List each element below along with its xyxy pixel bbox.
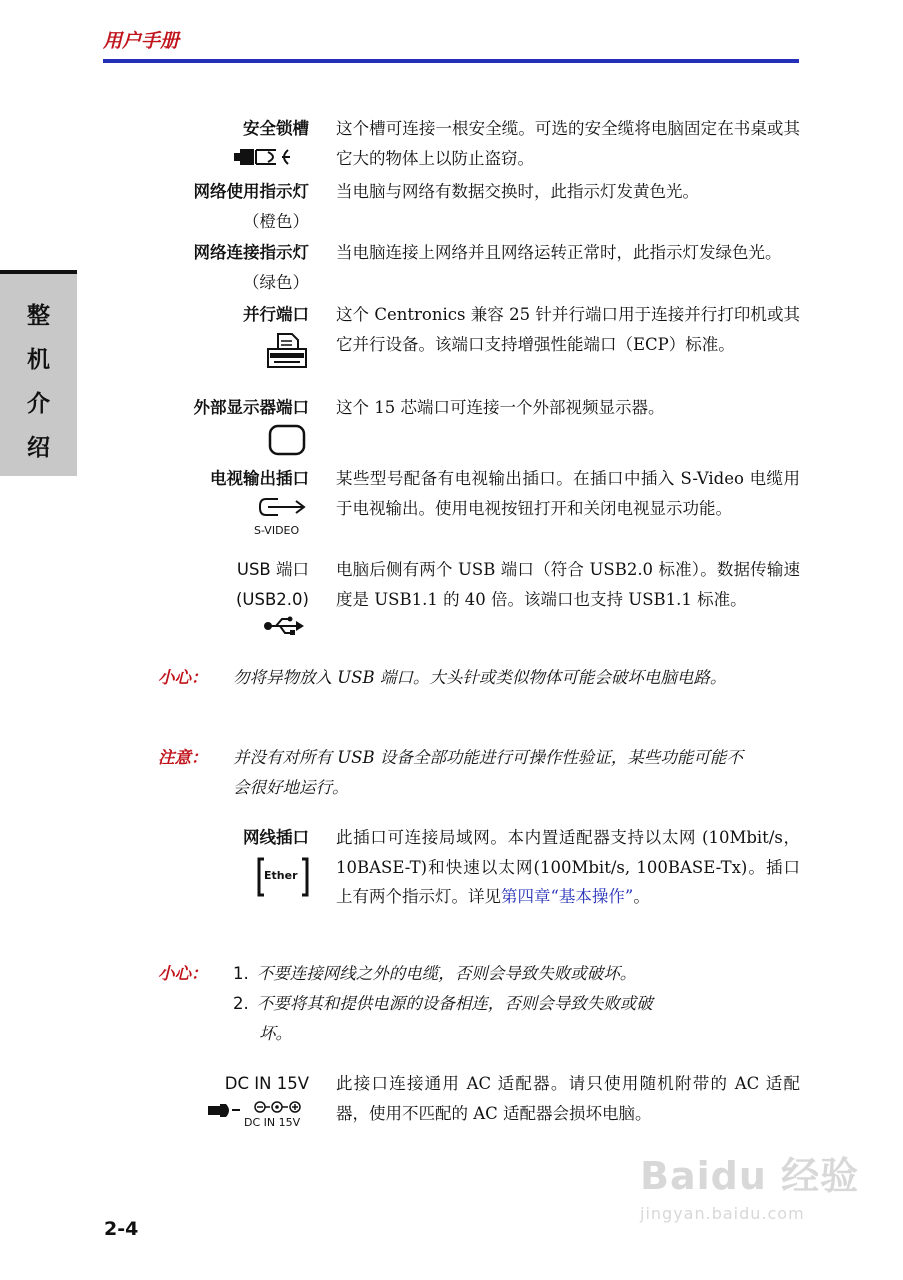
term-lan-jack: 网线插口 [243,828,309,847]
desc-dc-in: 此接口连接通用 AC 适配器。请只使用随机附带的 AC 适配器，使用不匹配的 AC 适配器会损坏电脑。 [336,1074,800,1123]
caution-label: 小心： [158,668,208,687]
side-tab-char: 绍 [27,435,50,461]
monitor-icon [268,424,308,458]
term-parallel-port: 并行端口 [243,305,309,324]
term-sub: （绿色） [243,273,309,292]
term-external-monitor-port: 外部显示器端口 [193,398,309,417]
list-text: 不要连接网线之外的电缆，否则会导致失败或破坏。 [256,964,637,983]
watermark-line2: jingyan.baidu.com [640,1204,805,1223]
desc-usb-port: 电脑后侧有两个 USB 端口（符合 USB2.0 标准）。数据传输速度是 USB1.1 的 40 倍。该端口也支持 USB1.1 标准。 [336,560,800,609]
term-network-link-led [194,238,310,298]
list-number: 2. [233,994,249,1013]
s-video-label: S-VIDEO [254,524,300,537]
usb-icon [262,615,308,637]
baidu-watermark [640,1145,859,1223]
term-label: USB 端口 [236,560,309,579]
term-security-lock: 安全锁槽 [243,119,309,138]
term-sub: (USB2.0) [236,590,309,609]
side-tab-char: 机 [27,347,50,373]
page-number: 2-4 [104,1218,139,1240]
header-title: 用户手册 [103,30,180,52]
desc-lan-end: 。 [633,887,650,906]
list-text: 不要将其和提供电源的设备相连，否则会导致失败或破 [256,994,653,1013]
desc-network-activity-led: 当电脑与网络有数据交换时，此指示灯发黄色光。 [336,182,699,201]
notice-text: 并没有对所有 USB 设备全部功能进行可操作性验证，某些功能可能不会很好地运行。 [233,748,743,797]
chapter-side-tab [0,270,77,476]
side-tab-char: 整 [27,303,50,329]
video-out-icon [256,496,312,520]
caution-list-item [233,959,753,989]
security-lock-icon [232,146,310,168]
desc-lan-text: 此插口可连接局域网。本内置适配器支持以太网 (10Mbit/s，10BASE-T)和快速以太网(100Mbit/s, 100BASE-Tx)。插口上有两个指示灯。详见 [336,828,800,906]
caution-text: 勿将异物放入 USB 端口。大头针或类似物体可能会破坏电脑电路。 [233,668,727,687]
term-tv-out-jack: 电视输出插口 [210,469,309,488]
desc-external-monitor-port: 这个 15 芯端口可连接一个外部视频显示器。 [336,398,665,417]
caution-list-item [233,989,753,1049]
side-tab-char: 介 [27,391,50,417]
list-text-continued: 坏。 [259,1024,292,1043]
term-dc-in: DC IN 15V [224,1074,309,1093]
header-rule [103,59,799,63]
desc-lan-jack [336,823,800,912]
chapter-link[interactable]: 第四章“基本操作” [501,887,634,906]
dc-in-label: DC IN 15V [244,1116,301,1129]
watermark-line1: Baidu 经验 [640,1154,860,1198]
term-sub: （橙色） [243,212,309,231]
desc-tv-out-jack: 某些型号配备有电视输出插口。在插口中插入 S-Video 电缆用于电视输出。使用电视按钮打开和关闭电视显示功能。 [336,469,800,518]
caution-label: 小心： [158,964,208,983]
term-usb-port [236,555,309,615]
desc-parallel-port: 这个 Centronics 兼容 25 针并行端口用于连接并行打印机或其它并行设备。该端口支持增强性能端口（ECP）标准。 [336,305,800,354]
term-label: 网络连接指示灯 [193,243,309,262]
printer-icon [266,331,308,371]
term-label: 网络使用指示灯 [193,182,309,201]
desc-security-lock: 这个槽可连接一根安全缆。可选的安全缆将电脑固定在书桌或其它大的物体上以防止盗窃。 [336,119,800,168]
desc-network-link-led: 当电脑连接上网络并且网络运转正常时，此指示灯发绿色光。 [336,243,782,262]
notice-label: 注意： [158,748,208,767]
term-network-activity-led [194,177,310,237]
list-number: 1. [233,964,249,983]
ethernet-label: Ether [264,869,298,882]
